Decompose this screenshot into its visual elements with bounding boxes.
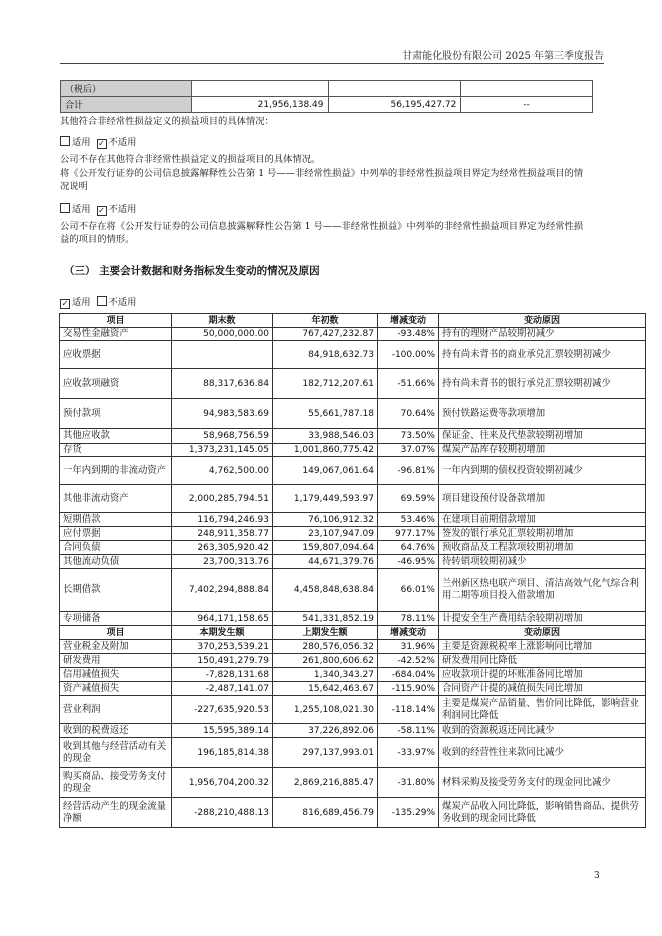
cell-reason: 持有尚未背书的商业承兑汇票较期初减少: [439, 341, 646, 369]
header-rule: [60, 63, 604, 64]
checkbox-label: 不适用: [108, 297, 137, 308]
row-label: （税后）: [61, 81, 192, 97]
cell-change: 977.17%: [378, 527, 439, 541]
cell-item: 收到的税费返还: [60, 724, 172, 738]
cell-reason: 一年内到期的债权投资较期初减少: [439, 457, 646, 485]
cell-change: 78.11%: [378, 612, 439, 626]
table-row: [60, 341, 646, 369]
cell-opening-balance: 84,918,632.73: [273, 341, 378, 369]
cell-prior-period: 1,340,343.27: [273, 668, 378, 682]
cell-current-period: -7,828,131.68: [172, 668, 273, 682]
paragraph-no-classification: 公司不存在将《公开发行证券的公司信息披露解释性公告第 1 号——非经常性损益》中列举的非经常性损益项目界定为经常性损益的项目的情形。: [60, 221, 584, 245]
cell-change: 53.46%: [378, 513, 439, 527]
cell-opening-balance: 4,458,848,638.84: [273, 569, 378, 612]
column-header: 增减变动: [378, 314, 439, 328]
cell-opening-balance: 23,107,947.09: [273, 527, 378, 541]
cell-prior-period: 816,689,456.79: [273, 798, 378, 828]
cell-opening-balance: 1,001,860,775.42: [273, 444, 378, 457]
cell-ending-balance: 2,000,285,794.51: [172, 485, 273, 513]
cell-item: 交易性金融资产: [60, 328, 172, 341]
page-number: 3: [594, 871, 600, 881]
cell-item: 应收票据: [60, 341, 172, 369]
cell-item: 应收款项融资: [60, 369, 172, 399]
cell-reason: 待转销项较期初减少: [439, 555, 646, 569]
cell-item: 其他非流动资产: [60, 485, 172, 513]
cell-opening-balance: 182,712,207.61: [273, 369, 378, 399]
table-header-row: [60, 314, 646, 328]
table-row: [60, 369, 646, 399]
cell-current-period: 370,253,539.21: [172, 640, 273, 654]
cell-opening-balance: 159,807,094.64: [273, 541, 378, 555]
cell-current-period: -227,635,920.53: [172, 696, 273, 724]
cell-prior-period: 37,226,892.06: [273, 724, 378, 738]
nonrecurring-total-table: [60, 80, 593, 113]
cell-reason: 兰州新区热电联产项目、清洁高效气化气综合利用二期等项目投入借款增加: [439, 569, 646, 612]
cell-reason: 在建项目前期借款增加: [439, 513, 646, 527]
cell-opening-balance: 541,331,852.19: [273, 612, 378, 626]
cell-current-period: -288,210,488.13: [172, 798, 273, 828]
cell-reason: 收到的经营性往来款同比减少: [439, 738, 646, 768]
cell-item: 存货: [60, 444, 172, 457]
cell-current-period: 1,956,704,200.32: [172, 768, 273, 798]
cell-item: 长期借款: [60, 569, 172, 612]
table-row: [60, 654, 646, 668]
table-row: [60, 569, 646, 612]
table-row: [60, 328, 646, 341]
cell-change: -51.66%: [378, 369, 439, 399]
checkbox-applicable[interactable]: [60, 136, 70, 146]
cell-item: 短期借款: [60, 513, 172, 527]
cell-item: 营业利润: [60, 696, 172, 724]
column-header: 期末数: [172, 314, 273, 328]
checkbox-label: 不适用: [108, 137, 137, 148]
cell-change: -42.52%: [378, 654, 439, 668]
cell-value: 56,195,427.72: [328, 97, 461, 113]
cell-change: -135.29%: [378, 798, 439, 828]
cell-value: [461, 81, 593, 97]
cell-ending-balance: 1,373,231,145.05: [172, 444, 273, 457]
table-row: [60, 798, 646, 828]
cell-item: 预付款项: [60, 399, 172, 429]
cell-opening-balance: 767,427,232.87: [273, 328, 378, 341]
cell-reason: 主要是煤炭产品销量、售价同比降低，影响营业利润同比降低: [439, 696, 646, 724]
table-row: [60, 399, 646, 429]
cell-reason: 煤炭产品收入同比降低，影响销售商品、提供劳务收到的现金同比降低: [439, 798, 646, 828]
cell-ending-balance: 263,305,920.42: [172, 541, 273, 555]
cell-change: 66.01%: [378, 569, 439, 612]
cell-item: 合同负债: [60, 541, 172, 555]
cell-item: 信用减值损失: [60, 668, 172, 682]
cell-opening-balance: 33,988,546.03: [273, 429, 378, 444]
cell-item: 购买商品、接受劳务支付的现金: [60, 768, 172, 798]
cell-opening-balance: 44,671,379.76: [273, 555, 378, 569]
cell-prior-period: 15,642,463.67: [273, 682, 378, 696]
applicability-check-3: [60, 294, 136, 309]
cell-item: 收到其他与经营活动有关的现金: [60, 738, 172, 768]
cell-change: -684.04%: [378, 668, 439, 682]
cell-change: -93.48%: [378, 328, 439, 341]
cell-item: 应付票据: [60, 527, 172, 541]
cell-prior-period: 261,800,606.62: [273, 654, 378, 668]
cell-change: -31.80%: [378, 768, 439, 798]
cell-current-period: -2,487,141.07: [172, 682, 273, 696]
table-row: [60, 513, 646, 527]
cell-ending-balance: 7,402,294,888.84: [172, 569, 273, 612]
cell-ending-balance: 116,794,246.93: [172, 513, 273, 527]
table-row: [60, 457, 646, 485]
table-row: [60, 444, 646, 457]
table-row: [60, 682, 646, 696]
cell-current-period: 196,185,814.38: [172, 738, 273, 768]
cell-item: 专项储备: [60, 612, 172, 626]
cell-ending-balance: 23,700,313.76: [172, 555, 273, 569]
table-row: [60, 555, 646, 569]
table-row: [60, 768, 646, 798]
cell-reason: 项目建设预付设备款增加: [439, 485, 646, 513]
table-row: [60, 696, 646, 724]
cell-change: 37.07%: [378, 444, 439, 457]
cell-prior-period: 2,869,216,885.47: [273, 768, 378, 798]
checkbox-applicable[interactable]: [60, 203, 70, 213]
checkbox-not-applicable[interactable]: [97, 296, 107, 306]
cell-reason: 煤炭产品库存较期初增加: [439, 444, 646, 457]
table-row: [60, 541, 646, 555]
column-header: 上期发生额: [273, 626, 378, 640]
cell-value: [328, 81, 461, 97]
cell-prior-period: 1,255,108,021.30: [273, 696, 378, 724]
cell-ending-balance: 94,983,583.69: [172, 399, 273, 429]
financial-changes-table: [59, 313, 646, 828]
applicability-check-1: [60, 134, 136, 149]
cell-opening-balance: 149,067,061.64: [273, 457, 378, 485]
cell-reason: 持有的理财产品较期初减少: [439, 328, 646, 341]
section-title: （三） 主要会计数据和财务指标发生变动的情况及原因: [64, 265, 320, 277]
cell-opening-balance: 1,179,449,593.97: [273, 485, 378, 513]
cell-change: -118.14%: [378, 696, 439, 724]
cell-item: 其他应收款: [60, 429, 172, 444]
column-header: 年初数: [273, 314, 378, 328]
checkbox-label: 适用: [72, 204, 91, 215]
column-header: 项目: [60, 314, 172, 328]
table-row: [60, 668, 646, 682]
cell-change: 64.76%: [378, 541, 439, 555]
cell-ending-balance: 58,968,756.59: [172, 429, 273, 444]
cell-item: 经营活动产生的现金流量净额: [60, 798, 172, 828]
cell-prior-period: 280,576,056.32: [273, 640, 378, 654]
table-row: [60, 429, 646, 444]
cell-item: 营业税金及附加: [60, 640, 172, 654]
cell-current-period: 15,595,389.14: [172, 724, 273, 738]
cell-reason: 合同资产计提的减值损失同比增加: [439, 682, 646, 696]
cell-reason: 主要是资源税税率上涨影响同比增加: [439, 640, 646, 654]
checkbox-not-applicable[interactable]: ✓: [98, 206, 105, 215]
table-row: [60, 738, 646, 768]
cell-current-period: 150,491,279.79: [172, 654, 273, 668]
cell-value: [191, 81, 328, 97]
cell-change: 70.64%: [378, 399, 439, 429]
cell-reason: 预付铁路运费等款项增加: [439, 399, 646, 429]
applicability-check-2: [60, 201, 136, 216]
column-header: 变动原因: [439, 314, 646, 328]
cell-change: 31.96%: [378, 640, 439, 654]
cell-ending-balance: 88,317,636.84: [172, 369, 273, 399]
cell-reason: 计提安全生产费用结余较期初增加: [439, 612, 646, 626]
table-row: [60, 640, 646, 654]
cell-reason: 保证金、往来及代垫款较期初增加: [439, 429, 646, 444]
paragraph-classification-note: 将《公开发行证券的公司信息披露解释性公告第 1 号——非经常性损益》中列举的非经常性损益项目界定为经常性损益项目的情况说明: [60, 168, 584, 192]
table-row: [60, 612, 646, 626]
cell-change: -115.90%: [378, 682, 439, 696]
cell-change: 73.50%: [378, 429, 439, 444]
column-header: 项目: [60, 626, 172, 640]
cell-ending-balance: 4,762,500.00: [172, 457, 273, 485]
cell-change: -33.97%: [378, 738, 439, 768]
cell-reason: 研发费用同比降低: [439, 654, 646, 668]
cell-ending-balance: 50,000,000.00: [172, 328, 273, 341]
cell-change: -100.00%: [378, 341, 439, 369]
column-header: 本期发生额: [172, 626, 273, 640]
checkbox-label: 适用: [72, 137, 91, 148]
table-row: [61, 97, 593, 113]
cell-change: -96.81%: [378, 457, 439, 485]
cell-item: 资产减值损失: [60, 682, 172, 696]
checkbox-applicable[interactable]: ✓: [61, 299, 69, 308]
table-row: [60, 527, 646, 541]
cell-reason: 签发的银行承兑汇票较期初增加: [439, 527, 646, 541]
cell-prior-period: 297,137,993.01: [273, 738, 378, 768]
checkbox-label: 不适用: [108, 204, 137, 215]
cell-value: --: [461, 97, 593, 113]
cell-reason: 预收商品及工程款项较期初增加: [439, 541, 646, 555]
cell-ending-balance: 248,911,358.77: [172, 527, 273, 541]
cell-change: -58.11%: [378, 724, 439, 738]
cell-ending-balance: [172, 341, 273, 369]
cell-item: 研发费用: [60, 654, 172, 668]
cell-reason: 应收款项计提的坏账准备同比增加: [439, 668, 646, 682]
table-row: [60, 485, 646, 513]
paragraph-other-items: 其他符合非经常性损益定义的损益项目的具体情况：: [60, 116, 274, 127]
checkbox-not-applicable[interactable]: ✓: [98, 139, 105, 148]
cell-ending-balance: 964,171,158.65: [172, 612, 273, 626]
column-header: 变动原因: [439, 626, 646, 640]
table-row: [61, 81, 593, 97]
column-header: 增减变动: [378, 626, 439, 640]
cell-value: 21,956,138.49: [191, 97, 328, 113]
paragraph-no-other-items: 公司不存在其他符合非经常性损益定义的损益项目的具体情况。: [60, 154, 321, 165]
header-title: 甘肃能化股份有限公司 2025 年第三季度报告: [402, 51, 604, 62]
cell-item: 其他流动负债: [60, 555, 172, 569]
checkbox-label: 适用: [72, 297, 91, 308]
cell-reason: 收到的资源税返还同比减少: [439, 724, 646, 738]
cell-reason: 持有尚未背书的银行承兑汇票较期初减少: [439, 369, 646, 399]
row-label: 合计: [61, 97, 192, 113]
table-row: [60, 724, 646, 738]
cell-opening-balance: 55,661,787.18: [273, 399, 378, 429]
cell-opening-balance: 76,106,912.32: [273, 513, 378, 527]
table-header-row: [60, 626, 646, 640]
cell-item: 一年内到期的非流动资产: [60, 457, 172, 485]
cell-change: -46.95%: [378, 555, 439, 569]
cell-change: 69.59%: [378, 485, 439, 513]
cell-reason: 材料采购及接受劳务支付的现金同比减少: [439, 768, 646, 798]
